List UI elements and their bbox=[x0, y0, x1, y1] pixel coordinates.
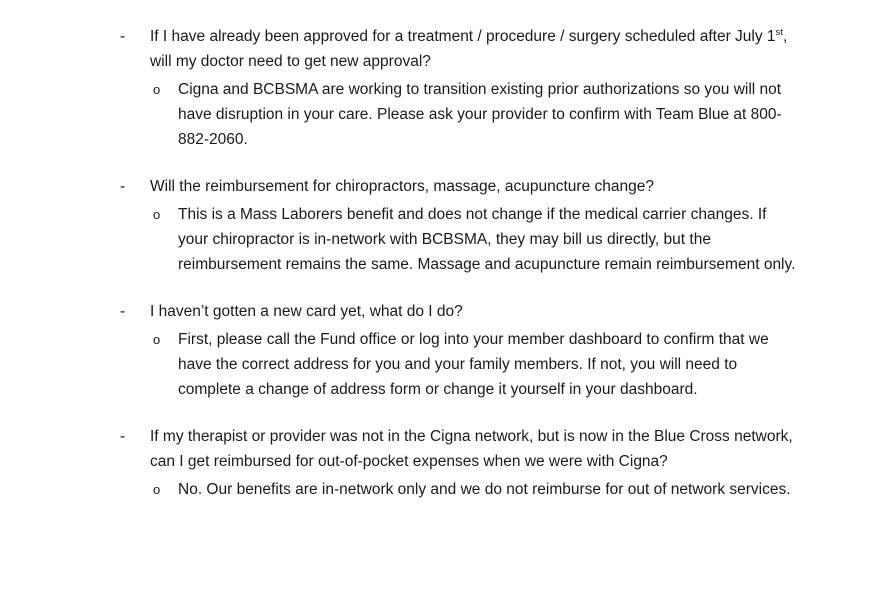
faq-answer bbox=[150, 477, 796, 502]
faq-question-text: Will the reimbursement for chiropractors, massage, acupuncture change? bbox=[150, 178, 654, 195]
ordinal-suffix: st bbox=[775, 26, 783, 38]
circle-bullet-icon: o bbox=[153, 482, 161, 497]
circle-bullet-icon: o bbox=[153, 332, 161, 347]
faq-question-text bbox=[150, 24, 796, 74]
circle-bullet-icon: o bbox=[153, 82, 161, 97]
faq-question bbox=[120, 424, 796, 474]
faq-answer-text: Cigna and BCBSMA are working to transition existing prior authorizations so you will not have disruption in your care. Please ask your provider to confirm with Team Blue at 800-882-2060. bbox=[178, 81, 782, 148]
faq-question-text: If my therapist or provider was not in the Cigna network, but is now in the Blue Cross network, can I get reimbursed for out-of-pocket expenses when we were with Cigna? bbox=[150, 428, 793, 470]
faq-question bbox=[120, 174, 796, 199]
faq-entry-2 bbox=[120, 174, 796, 277]
faq-answer bbox=[150, 77, 796, 152]
circle-bullet-icon: o bbox=[153, 207, 161, 222]
faq-question-text-part1: If I have already been approved for a treatment / procedure / surgery scheduled after July 1 bbox=[150, 28, 776, 45]
faq-entry-1 bbox=[120, 24, 796, 152]
faq-question-text: I haven’t gotten a new card yet, what do I do? bbox=[150, 303, 463, 320]
faq-entry-4 bbox=[120, 424, 796, 502]
faq-entry-3 bbox=[120, 299, 796, 402]
dash-bullet-icon: - bbox=[120, 428, 126, 445]
dash-bullet-icon: - bbox=[120, 178, 126, 195]
faq-answer bbox=[150, 202, 796, 277]
faq-question bbox=[120, 24, 796, 74]
faq-question-text-part2: , will my doctor need to get new approval? bbox=[150, 28, 788, 70]
faq-question bbox=[120, 299, 796, 324]
faq-answer-text: First, please call the Fund office or log into your member dashboard to confirm that we have the correct address for you and your family members. If not, you will need to complete a change of address form or change it yourself in your dashboard. bbox=[178, 331, 769, 398]
faq-answer-text: This is a Mass Laborers benefit and does not change if the medical carrier changes. If your chiropractor is in-network with BCBSMA, they may bill us directly, but the reimbursement remains the same. Massage and acupuncture remain reimbursement only. bbox=[178, 206, 796, 273]
dash-bullet-icon: - bbox=[120, 28, 126, 45]
dash-bullet-icon: - bbox=[120, 303, 126, 320]
faq-answer-text: No. Our benefits are in-network only and we do not reimburse for out of network services. bbox=[178, 481, 791, 498]
faq-answer bbox=[150, 327, 796, 402]
